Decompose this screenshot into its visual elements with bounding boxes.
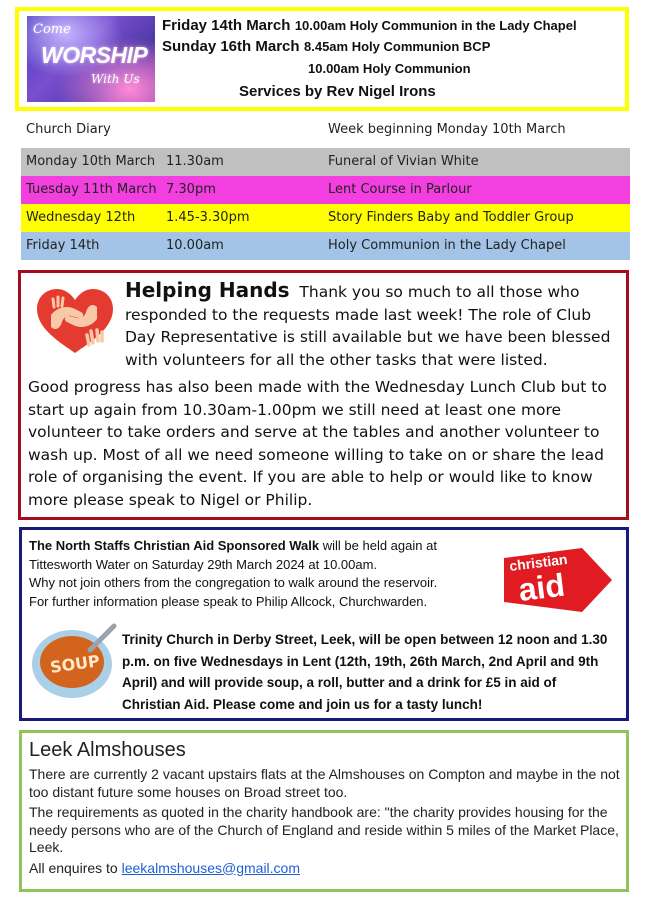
friday-service-day: Friday 14th March: [162, 17, 291, 34]
almshouses-requirements-text: The requirements as quoted in the charity handbook are: "the charity provides housing for the needy persons who are of the Church of England and reside within 5 miles of the Market Place, Leek.: [29, 804, 619, 855]
diary-event: Story Finders Baby and Toddler Group: [328, 210, 574, 225]
helping-hands-title: Helping Hands: [125, 278, 290, 302]
soup-bowl-icon: [28, 620, 118, 700]
helping-hands-intro: [125, 279, 615, 371]
diary-day: Friday 14th: [26, 238, 100, 253]
almshouses-email-link[interactable]: leekalmshouses@gmail.com: [121, 859, 300, 876]
church-diary-title: Church Diary: [26, 122, 111, 137]
helping-hands-body: Good progress has also been made with the Wednesday Lunch Club but to start up again from 10.30am-1.00pm we still need at least one more volunteer to take orders and serve at the tables and another volunteer to wash up. Most of all we need someone willing to take on or share the lead role of organising the event. If you are able to help or would like to know more please speak to Nigel or Philip.: [28, 378, 607, 509]
diary-time: 7.30pm: [166, 182, 216, 197]
come-worship-logo: [27, 16, 155, 102]
services-by-line: Services by Rev Nigel Irons: [239, 83, 436, 100]
soup-lunch-notice: Trinity Church in Derby Street, Leek, will be open between 12 noon and 1.30 p.m. on five Wednesdays in Lent (12th, 19th, 26th March, 2nd April and 9th April) and will provide soup, a roll, butter and a drink for £5 in aid of Christian Aid. Please come and join us for a tasty lunch!: [122, 632, 608, 712]
helping-hands-intro-text: Thank you so much to all those who responded to the requests made last week! The role of Club Day Representative is still available but we have been blessed with volunteers for all the other tasks that were listed.: [125, 283, 611, 369]
christian-aid-logo-text-2: aid: [516, 566, 567, 608]
sunday-service: [162, 38, 490, 56]
friday-service-detail: 10.00am Holy Communion in the Lady Chapel: [294, 18, 577, 33]
diary-event: Holy Communion in the Lady Chapel: [328, 238, 566, 253]
diary-row: [21, 232, 630, 260]
helping-hands-box: [18, 270, 629, 520]
friday-service: [162, 17, 577, 35]
diary-day: Monday 10th March: [26, 154, 156, 169]
logo-text-worship: WORSHIP: [41, 42, 148, 68]
diary-time: 1.45-3.30pm: [166, 210, 250, 225]
logo-text-with-us: With Us: [91, 72, 140, 86]
sponsored-walk-line3: For further information please speak to Philip Allcock, Churchwarden.: [29, 593, 428, 609]
sunday-service-day: Sunday 16th March: [162, 38, 300, 55]
sponsored-walk-text: will be held again at Tittesworth Water on Saturday 29th March 2024 at 10.00am.: [29, 538, 437, 572]
diary-day: Tuesday 11th March: [26, 182, 157, 197]
sponsored-walk-notice: [29, 537, 484, 611]
diary-row: [21, 176, 630, 204]
diary-week-heading: Week beginning Monday 10th March: [328, 122, 566, 137]
almshouses-title: Leek Almshouses: [29, 739, 186, 761]
logo-text-come: Come: [33, 22, 71, 37]
almshouses-enquiries: [29, 860, 625, 878]
diary-event: Funeral of Vivian White: [328, 154, 479, 169]
soup-icon-text: SOUP: [48, 651, 101, 677]
worship-services-box: [15, 7, 629, 111]
diary-event: Lent Course in Parlour: [328, 182, 472, 197]
christian-aid-box: [19, 527, 629, 721]
diary-row: [21, 148, 630, 176]
almshouses-enquiries-label: All enquires to: [29, 859, 118, 876]
almshouses-body: [29, 766, 625, 877]
diary-row: [21, 204, 630, 232]
sponsored-walk-line2: Why not join others from the congregation to walk around the reservoir.: [29, 575, 438, 590]
sunday-service-detail: 8.45am Holy Communion BCP: [304, 39, 491, 54]
christian-aid-logo: [500, 544, 616, 616]
diary-time: 10.00am: [166, 238, 224, 253]
heart-hands-icon: [31, 285, 119, 357]
christian-aid-logo-text-1: christian: [508, 550, 569, 574]
almshouses-box: [19, 730, 629, 892]
diary-day: Wednesday 12th: [26, 210, 136, 225]
sponsored-walk-title: The North Staffs Christian Aid Sponsored Walk: [29, 538, 320, 553]
sunday-second-service: 10.00am Holy Communion: [308, 61, 471, 76]
almshouses-vacancy-text: There are currently 2 vacant upstairs flats at the Almshouses on Compton and maybe in the not too distant future some houses on Broad street too.: [29, 766, 620, 800]
diary-time: 11.30am: [166, 154, 224, 169]
